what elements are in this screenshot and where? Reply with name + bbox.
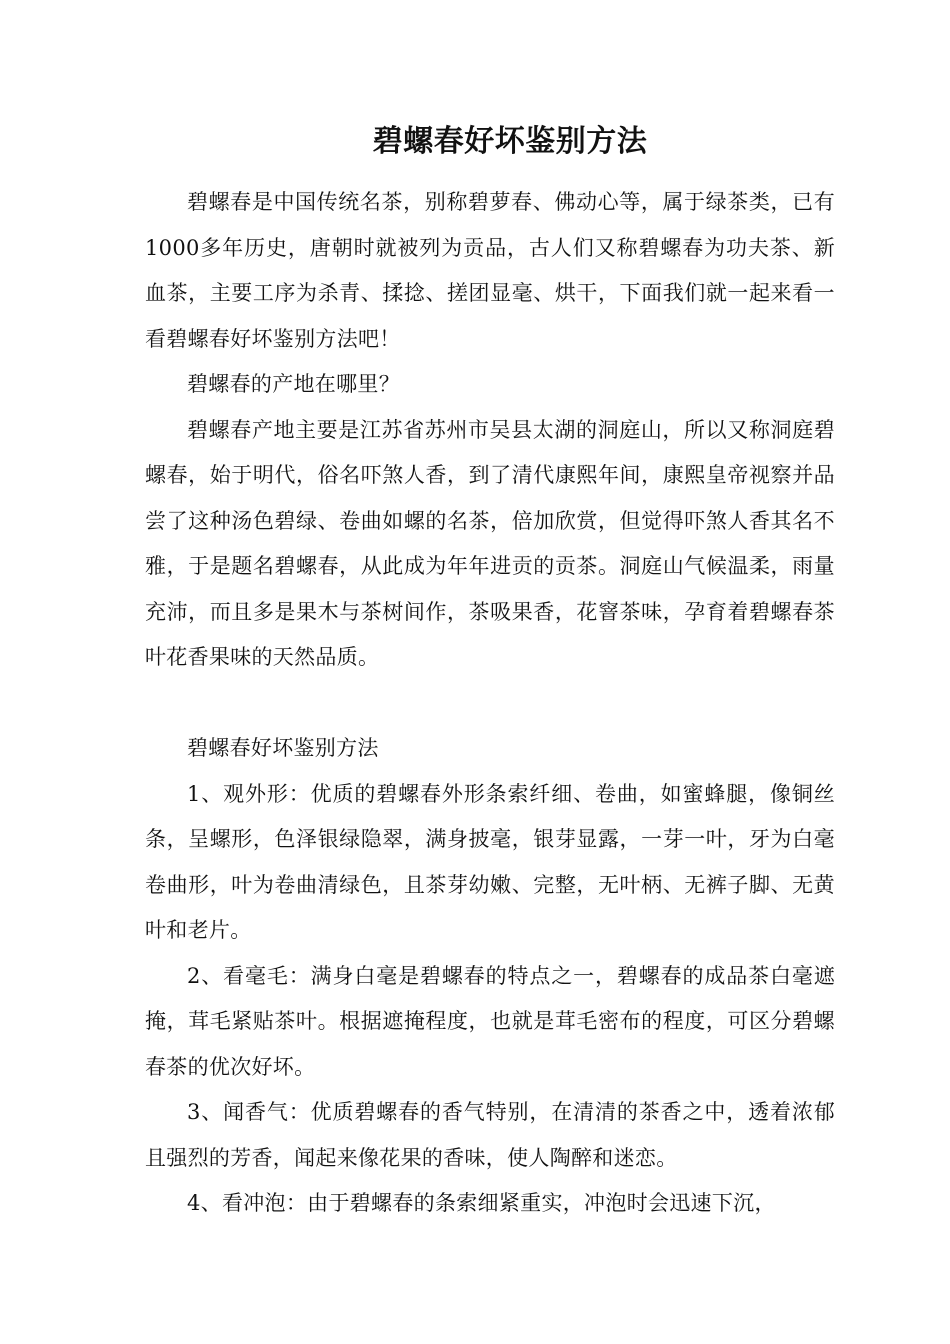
section-heading-paragraph: 碧螺春好坏鉴别方法: [187, 736, 379, 760]
brewing-paragraph: 4、看冲泡：由于碧螺春的条索细紧重实，冲泡时会迅速下沉，: [187, 1191, 776, 1215]
origin-paragraph: 碧螺春产地主要是江苏省苏州市吴县太湖的洞庭山，所以又称洞庭碧螺春，始于明代，俗名吓煞人香，到了清代康熙年间，康熙皇帝视察并品尝了这种汤色碧绿、卷曲如螺的名茶，倍加欣赏，但觉得吓煞人香其名不雅，于是题名碧螺春，从此成为年年进贡的贡茶。洞庭山气候温柔，雨量充沛，而且多是果木与茶树间作，茶吸果香，花窨茶味，孕育着碧螺春茶叶花香果味的天然品质。: [145, 417, 835, 669]
hair-paragraph: 2、看毫毛：满身白毫是碧螺春的特点之一，碧螺春的成品茶白毫遮掩，茸毛紧贴茶叶。根据遮掩程度，也就是茸毛密布的程度，可区分碧螺春茶的优次好坏。: [145, 963, 835, 1079]
aroma-paragraph: 3、闻香气：优质碧螺春的香气特别，在清清的茶香之中，透着浓郁且强烈的芳香，闻起来像花果的香味，使人陶醉和迷恋。: [145, 1100, 835, 1170]
appearance-paragraph: 1、观外形：优质的碧螺春外形条索纤细、卷曲，如蜜蜂腿，像铜丝条，呈螺形，色泽银绿隐翠，满身披毫，银芽显露，一芽一叶，牙为白毫卷曲形，叶为卷曲清绿色，且茶芽幼嫩、完整，无叶柄、无裤子脚、无黄叶和老片。: [145, 781, 835, 942]
document-title: 碧螺春好坏鉴别方法: [372, 124, 648, 159]
intro-paragraph: 碧螺春是中国传统名茶，别称碧萝春、佛动心等，属于绿茶类，已有1000多年历史，唐朝时就被列为贡品，古人们又称碧螺春为功夫茶、新血茶，主要工序为杀青、揉捻、搓团显毫、烘干，下面我们就一起来看一看碧螺春好坏鉴别方法吧！: [145, 190, 835, 351]
document-body: [145, 180, 835, 1227]
origin-question-paragraph: 碧螺春的产地在哪里？: [187, 372, 400, 396]
paragraph-spacer: [145, 681, 835, 727]
